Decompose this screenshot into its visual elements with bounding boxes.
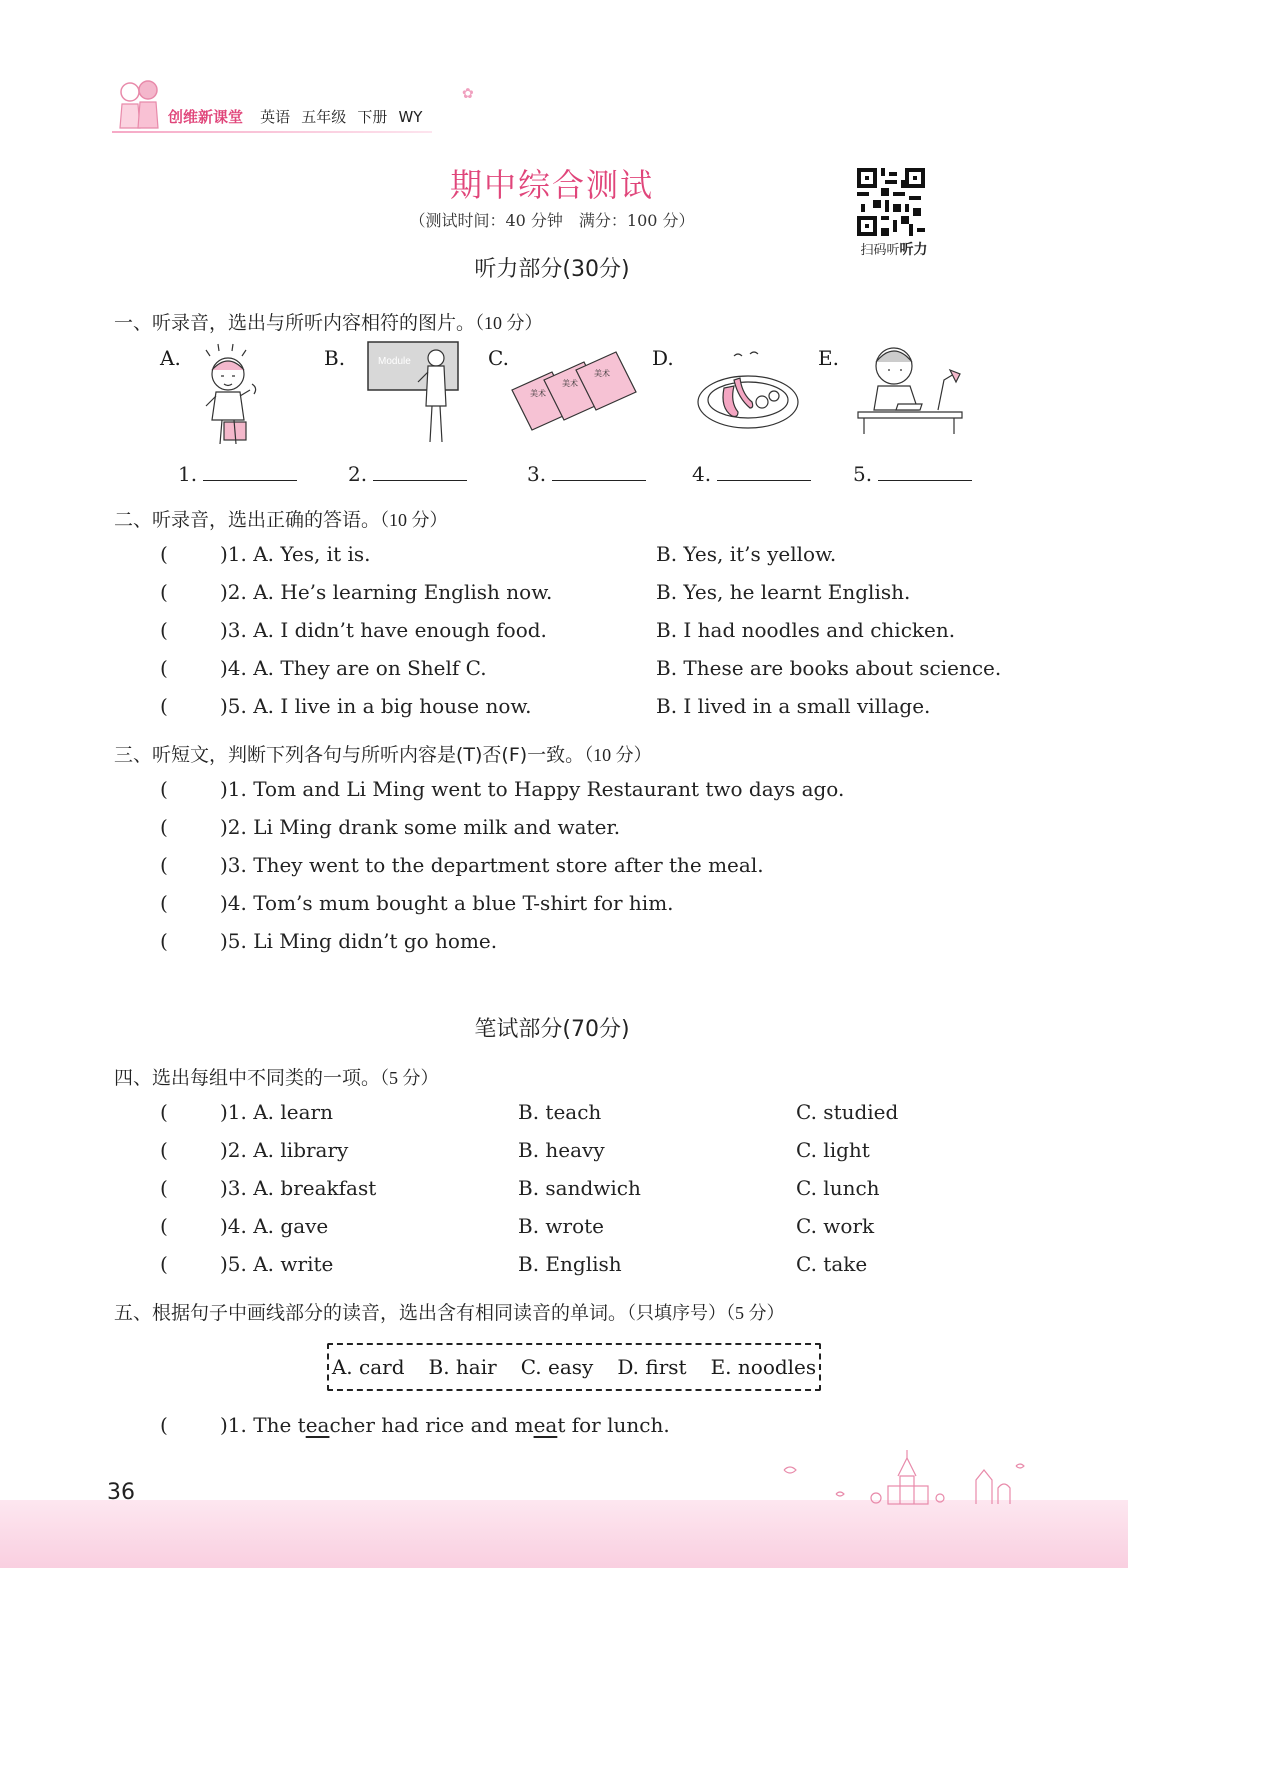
section4-item-3-b: B. sandwich bbox=[518, 1176, 641, 1200]
section1-points: （10 分） bbox=[475, 313, 543, 333]
section2-item-1-b: B. Yes, it’s yellow. bbox=[656, 542, 837, 566]
underlined-sound-2: ea bbox=[533, 1413, 558, 1437]
section2-item-4-a: )4. A. They are on Shelf C. bbox=[220, 656, 487, 680]
section3-item-5: )5. Li Ming didn’t go home. bbox=[220, 929, 498, 953]
section4-item-2-a: )2. A. library bbox=[220, 1138, 349, 1162]
page-subtitle: （测试时间：40 分钟 满分：100 分） bbox=[409, 211, 695, 230]
underlined-sound-1: ea bbox=[305, 1413, 330, 1437]
section4-points: （5 分） bbox=[380, 1068, 439, 1088]
word-option-e: E. noodles bbox=[710, 1355, 817, 1379]
section2-item-4-b: B. These are books about science. bbox=[656, 656, 1002, 680]
paren-open[interactable]: ( bbox=[160, 777, 168, 801]
book-label-2: 美术 bbox=[562, 379, 578, 388]
answer-blank-4[interactable] bbox=[692, 460, 811, 486]
paren-open[interactable]: ( bbox=[160, 694, 168, 718]
section4-title-text: 四、选出每组中不同类的一项。 bbox=[114, 1067, 381, 1089]
brand-name: 创维新课堂 bbox=[168, 108, 244, 126]
section2-item-2-a: )2. A. He’s learning English now. bbox=[220, 580, 553, 604]
header-divider bbox=[112, 131, 432, 133]
section5-points: （只填序号）（5 分） bbox=[627, 1303, 785, 1323]
header-subject: 英语 bbox=[260, 108, 291, 126]
section5-title bbox=[114, 1298, 785, 1325]
blank-num-4: 4. bbox=[692, 462, 712, 486]
paren-open[interactable]: ( bbox=[160, 1413, 168, 1437]
answer-blank-2[interactable] bbox=[348, 460, 467, 486]
section3-item-1: )1. Tom and Li Ming went to Happy Restaurant two days ago. bbox=[220, 777, 845, 801]
header-edition: WY bbox=[398, 108, 423, 126]
page-title: 期中综合测试 bbox=[449, 166, 654, 204]
blank-num-1: 1. bbox=[178, 462, 198, 486]
section4-item-5-a: )5. A. write bbox=[220, 1252, 334, 1276]
paren-open[interactable]: ( bbox=[160, 1138, 168, 1162]
blank-line-1[interactable] bbox=[203, 460, 297, 481]
section3-item-2: )2. Li Ming drank some milk and water. bbox=[220, 815, 621, 839]
paren-open[interactable]: ( bbox=[160, 929, 168, 953]
answer-blank-5[interactable] bbox=[853, 460, 972, 486]
section4-item-3-a: )3. A. breakfast bbox=[220, 1176, 377, 1200]
section1-title-text: 一、听录音，选出与所听内容相符的图片。 bbox=[114, 312, 476, 334]
section4-item-4-b: B. wrote bbox=[518, 1214, 605, 1238]
section3-points: （10 分） bbox=[584, 745, 652, 765]
picture-letter-b: B. bbox=[324, 346, 346, 370]
paren-open[interactable]: ( bbox=[160, 618, 168, 642]
blank-num-5: 5. bbox=[853, 462, 873, 486]
board-text: Module bbox=[378, 356, 411, 367]
section2-item-5-b: B. I lived in a small village. bbox=[656, 694, 931, 718]
picture-sausage-plate bbox=[694, 350, 804, 436]
blank-line-2[interactable] bbox=[373, 460, 467, 481]
qr-code-icon[interactable] bbox=[857, 168, 925, 236]
picture-art-books bbox=[510, 350, 640, 444]
section2-item-3-a: )3. A. I didn’t have enough food. bbox=[220, 618, 547, 642]
paren-open[interactable]: ( bbox=[160, 1100, 168, 1124]
picture-girl-hot bbox=[188, 340, 268, 454]
word-option-b: B. hair bbox=[428, 1355, 497, 1379]
picture-letter-c: C. bbox=[488, 346, 509, 370]
picture-letter-a: A. bbox=[160, 346, 181, 370]
paren-open[interactable]: ( bbox=[160, 815, 168, 839]
word-option-a: A. card bbox=[331, 1355, 405, 1379]
answer-blank-1[interactable] bbox=[178, 460, 297, 486]
word-option-c: C. easy bbox=[520, 1355, 594, 1379]
paren-open[interactable]: ( bbox=[160, 1252, 168, 1276]
paren-open[interactable]: ( bbox=[160, 853, 168, 877]
section3-title-text: 三、听短文，判断下列各句与所听内容是(T)否(F)一致。 bbox=[114, 744, 585, 766]
footer-band bbox=[0, 1500, 1128, 1568]
picture-letter-d: D. bbox=[652, 346, 674, 370]
section2-title-text: 二、听录音，选出正确的答语。 bbox=[114, 509, 381, 531]
blank-line-5[interactable] bbox=[878, 460, 972, 481]
section5-item-1-prefix: )1. The t bbox=[220, 1413, 306, 1437]
paren-open[interactable]: ( bbox=[160, 542, 168, 566]
section4-item-5-c: C. take bbox=[796, 1252, 868, 1276]
section4-title bbox=[114, 1063, 439, 1090]
picture-teacher-module bbox=[366, 340, 462, 450]
section5-title-text: 五、根据句子中画线部分的读音，选出含有相同读音的单词。 bbox=[114, 1302, 628, 1324]
section2-title bbox=[114, 505, 448, 532]
section1-title bbox=[114, 308, 543, 335]
paren-open[interactable]: ( bbox=[160, 1176, 168, 1200]
mascot-logo bbox=[112, 78, 166, 134]
flower-decoration-icon: ✿ bbox=[462, 86, 474, 102]
page-number: 36 bbox=[107, 1480, 135, 1505]
picture-letter-e: E. bbox=[818, 346, 839, 370]
castle-decoration-icon bbox=[780, 1446, 1030, 1510]
section4-item-5-b: B. English bbox=[518, 1252, 622, 1276]
qr-label-bold: 听力 bbox=[899, 242, 928, 258]
section3-title bbox=[114, 740, 652, 767]
blank-num-3: 3. bbox=[527, 462, 547, 486]
paren-open[interactable]: ( bbox=[160, 1214, 168, 1238]
section2-item-5-a: )5. A. I live in a big house now. bbox=[220, 694, 532, 718]
writing-heading: 笔试部分(70分) bbox=[474, 1017, 630, 1042]
paren-open[interactable]: ( bbox=[160, 580, 168, 604]
section5-item-1-suffix: t for lunch. bbox=[557, 1413, 670, 1437]
qr-label-text: 扫码听 bbox=[860, 243, 900, 258]
book-label-3: 美术 bbox=[594, 369, 610, 378]
picture-boy-studying bbox=[854, 340, 966, 440]
section5-item-1 bbox=[220, 1413, 670, 1437]
section4-item-1-a: )1. A. learn bbox=[220, 1100, 333, 1124]
listening-heading: 听力部分(30分) bbox=[474, 257, 630, 282]
word-bank-box bbox=[327, 1343, 821, 1391]
header-grade: 五年级 bbox=[301, 108, 347, 126]
section4-item-2-b: B. heavy bbox=[518, 1138, 605, 1162]
paren-open[interactable]: ( bbox=[160, 891, 168, 915]
paren-open[interactable]: ( bbox=[160, 656, 168, 680]
book-label-1: 美术 bbox=[530, 389, 546, 398]
section4-item-4-a: )4. A. gave bbox=[220, 1214, 329, 1238]
section4-item-4-c: C. work bbox=[796, 1214, 875, 1238]
section2-points: （10 分） bbox=[380, 510, 448, 530]
section2-item-3-b: B. I had noodles and chicken. bbox=[656, 618, 956, 642]
section4-item-3-c: C. lunch bbox=[796, 1176, 880, 1200]
header-volume: 下册 bbox=[357, 108, 388, 126]
section4-item-1-c: C. studied bbox=[796, 1100, 899, 1124]
word-option-d: D. first bbox=[617, 1355, 687, 1379]
section3-item-4: )4. Tom’s mum bought a blue T-shirt for him. bbox=[220, 891, 674, 915]
blank-num-2: 2. bbox=[348, 462, 368, 486]
section2-item-1-a: )1. A. Yes, it is. bbox=[220, 542, 371, 566]
section4-item-2-c: C. light bbox=[796, 1138, 870, 1162]
section2-item-2-b: B. Yes, he learnt English. bbox=[656, 580, 911, 604]
section3-item-3: )3. They went to the department store after the meal. bbox=[220, 853, 764, 877]
blank-line-3[interactable] bbox=[552, 460, 646, 481]
header-bar bbox=[168, 106, 422, 127]
section4-item-1-b: B. teach bbox=[518, 1100, 602, 1124]
blank-line-4[interactable] bbox=[717, 460, 811, 481]
section5-item-1-mid: cher had rice and m bbox=[329, 1413, 534, 1437]
answer-blank-3[interactable] bbox=[527, 460, 646, 486]
